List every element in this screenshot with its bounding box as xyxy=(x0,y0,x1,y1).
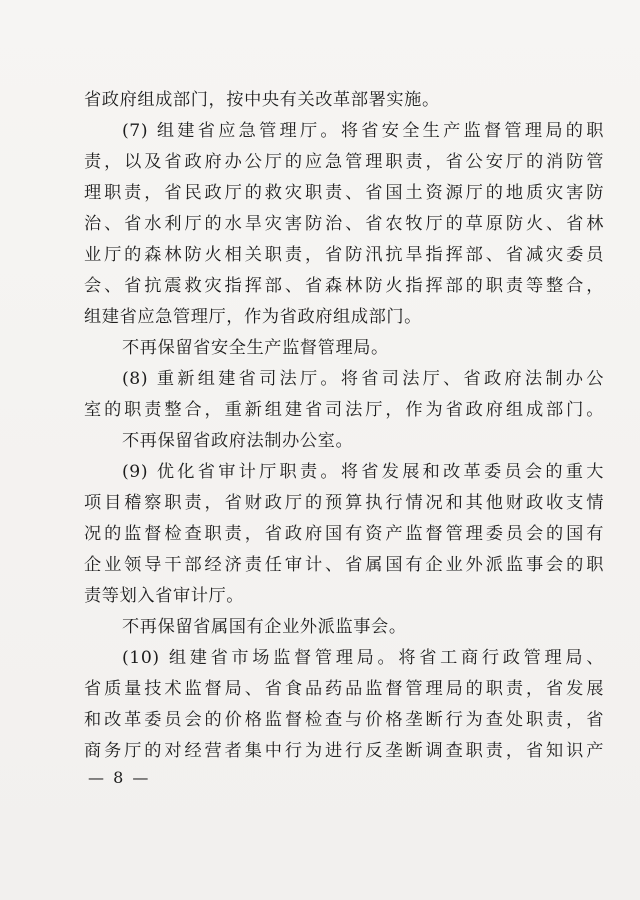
text-line: 理职责，省民政厅的救灾职责、省国土资源厅的地质灾害防 xyxy=(84,183,604,203)
page-number: — 8 — xyxy=(88,768,151,787)
text-line: 况的监督检查职责，省政府国有资产监督管理委员会的国有 xyxy=(84,524,604,544)
text-line: 组建省应急管理厅，作为省政府组成部门。 xyxy=(84,307,422,327)
text-line: 不再保留省政府法制办公室。 xyxy=(122,431,354,451)
text-line: (7) 组建省应急管理厅。将省安全生产监督管理局的职 xyxy=(122,121,604,141)
text-line: 和改革委员会的价格监督检查与价格垄断行为查处职责，省 xyxy=(84,710,604,730)
text-line: 企业领导干部经济责任审计、省属国有企业外派监事会的职 xyxy=(84,555,604,575)
text-line: 室的职责整合，重新组建省司法厅，作为省政府组成部门。 xyxy=(84,400,604,420)
text-line: 治、省水利厅的水旱灾害防治、省农牧厅的草原防火、省林 xyxy=(84,214,604,234)
text-line: 省质量技术监督局、省食品药品监督管理局的职责，省发展 xyxy=(84,679,604,699)
text-line: 责等划入省审计厅。 xyxy=(84,586,245,606)
text-line: 业厅的森林防火相关职责，省防汛抗旱指挥部、省减灾委员 xyxy=(84,245,604,265)
text-line: 不再保留省属国有企业外派监事会。 xyxy=(122,617,407,637)
text-line: 商务厅的对经营者集中行为进行反垄断调查职责，省知识产 xyxy=(84,741,604,761)
text-line: (8) 重新组建省司法厅。将省司法厅、省政府法制办公 xyxy=(122,369,604,389)
text-line: 省政府组成部门，按中央有关改革部署实施。 xyxy=(84,90,440,110)
text-line: 责，以及省政府办公厅的应急管理职责，省公安厅的消防管 xyxy=(84,152,604,172)
text-line: (9) 优化省审计厅职责。将省发展和改革委员会的重大 xyxy=(122,462,604,482)
text-line: 不再保留省安全生产监督管理局。 xyxy=(122,338,389,358)
text-line: (10) 组建省市场监督管理局。将省工商行政管理局、 xyxy=(122,648,604,668)
text-line: 项目稽察职责，省财政厅的预算执行情况和其他财政收支情 xyxy=(84,493,604,513)
text-line: 会、省抗震救灾指挥部、省森林防火指挥部的职责等整合， xyxy=(84,276,604,296)
document-body xyxy=(84,85,604,767)
